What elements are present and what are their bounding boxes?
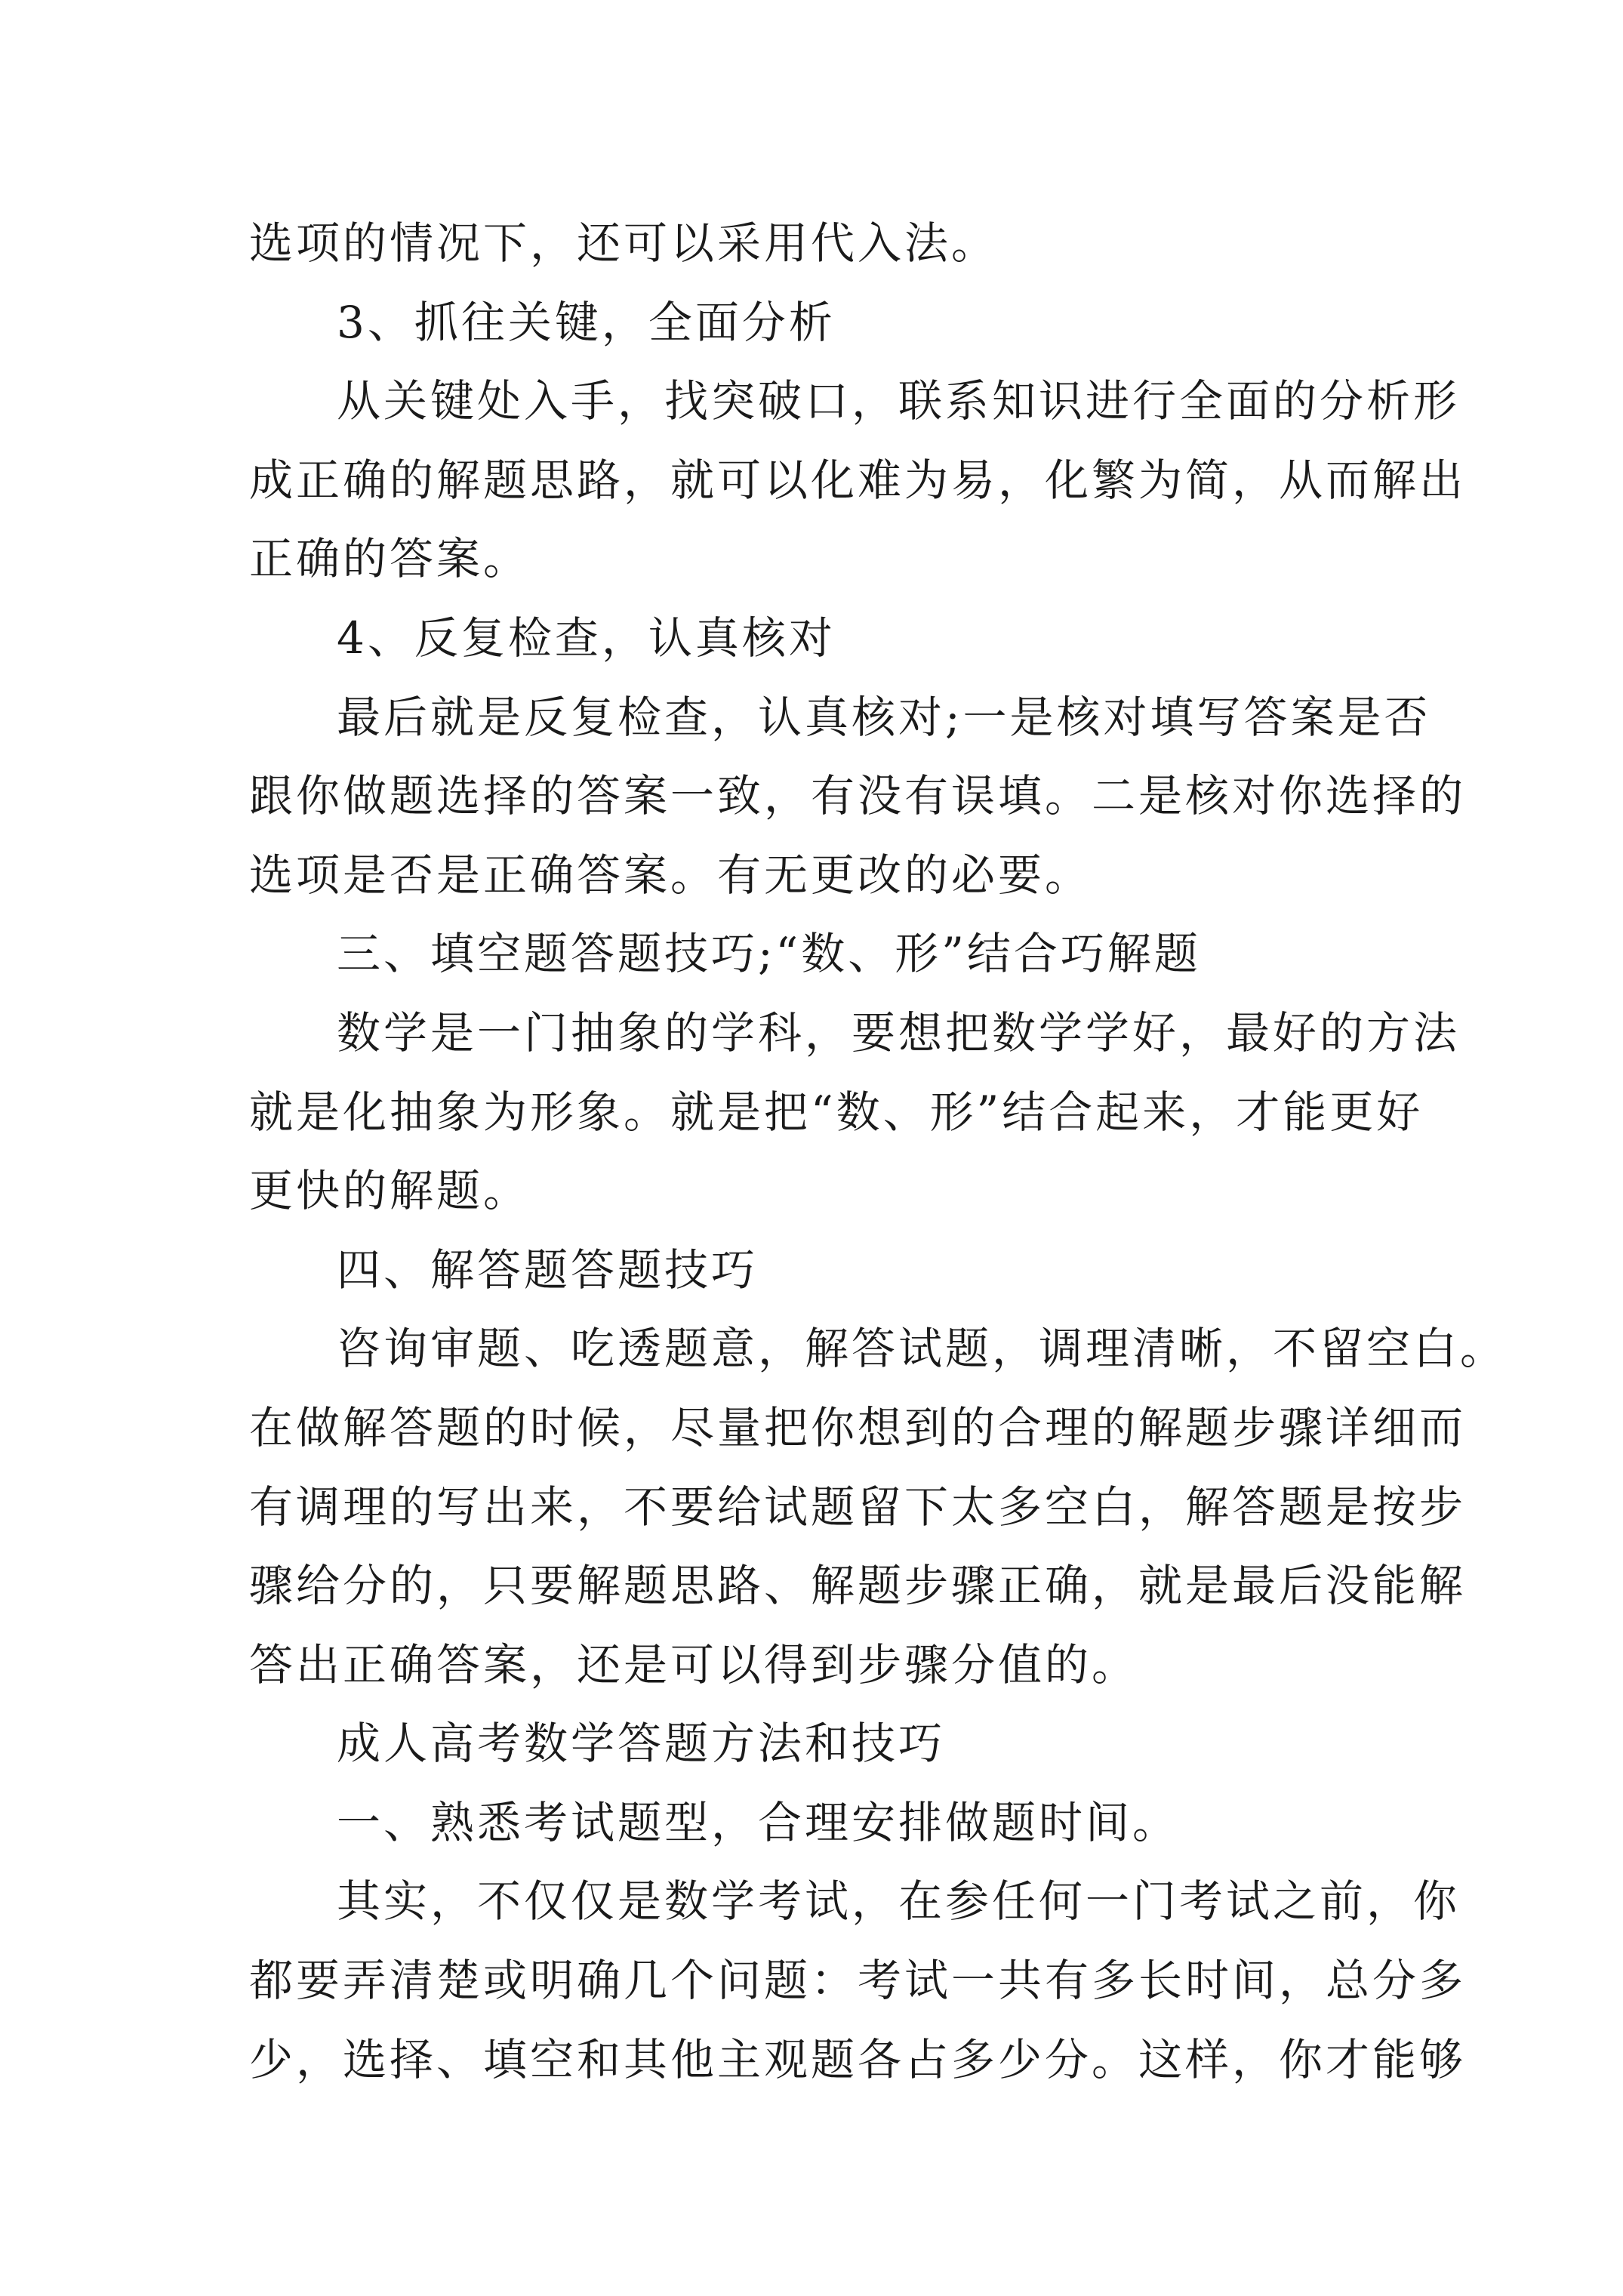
text-line: 从关键处入手，找突破口，联系知识进行全面的分析形: [337, 375, 1461, 427]
text-line: 跟你做题选择的答案一致，有没有误填。二是核对你选择的: [249, 770, 1467, 822]
document-body: [249, 204, 1508, 2099]
section-heading: 3、抓往关键，全面分析: [337, 296, 836, 348]
text-line: 咨询审题、吃透题意，解答试题，调理清晰，不留空白。: [337, 1323, 1508, 1375]
section-heading: 四、解答题答题技巧: [337, 1244, 759, 1296]
section-heading: 成人高考数学答题方法和技巧: [337, 1718, 946, 1770]
text-line: 就是化抽象为形象。就是把“数、形”结合起来，才能更好: [249, 1086, 1424, 1138]
text-line: 在做解答题的时候，尽量把你想到的合理的解题步骤详细而: [249, 1401, 1467, 1453]
text-line: 更快的解题。: [249, 1165, 531, 1217]
text-line: 都要弄清楚或明确几个问题：考试一共有多长时间，总分多: [249, 1955, 1467, 2007]
section-heading: 一、熟悉考试题型，合理安排做题时间。: [337, 1796, 1180, 1848]
text-line: 最后就是反复检查，认真核对;一是核对填写答案是否: [337, 691, 1431, 743]
text-line: 答出正确答案，还是可以得到步骤分值的。: [249, 1638, 1139, 1690]
text-line: 正确的答案。: [249, 533, 531, 585]
text-line: 成正确的解题思路，就可以化难为易，化繁为简，从而解出: [249, 454, 1467, 506]
text-line: 选项是否是正确答案。有无更改的必要。: [249, 849, 1092, 901]
section-heading: 4、反复检查，认真核对: [337, 612, 836, 664]
section-heading: 三、填空题答题技巧;“数、形”结合巧解题: [337, 928, 1201, 980]
text-line: 有调理的写出来，不要给试题留下太多空白，解答题是按步: [249, 1481, 1467, 1533]
text-line: 少，选择、填空和其他主观题各占多少分。这样，你才能够: [249, 2033, 1467, 2085]
text-line: 数学是一门抽象的学科，要想把数学学好，最好的方法: [337, 1006, 1461, 1059]
text-line: 选项的情况下，还可以采用代入法。: [249, 217, 999, 269]
text-line: 骤给分的，只要解题思路、解题步骤正确，就是最后没能解: [249, 1560, 1467, 1612]
text-line: 其实，不仅仅是数学考试，在参任何一门考试之前，你: [337, 1875, 1461, 1928]
